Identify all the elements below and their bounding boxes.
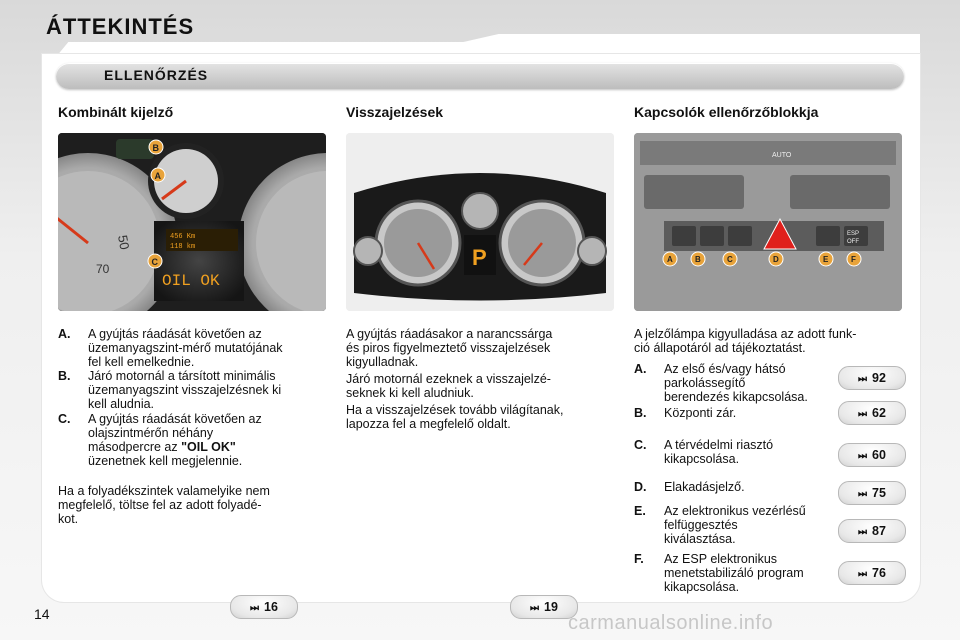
watermark: carmanualsonline.info <box>568 612 774 634</box>
text-line: parkolássegítő <box>664 376 746 390</box>
text-line: olajszintmérőn néhány <box>88 426 214 440</box>
middle-paragraph-2 <box>346 372 616 400</box>
page-ref-16-link[interactable] <box>230 595 298 619</box>
text-line: üzemanyagszint-mérő mutatójának <box>88 341 283 355</box>
skip-forward-icon: ⏭ <box>858 489 868 500</box>
oil-ok-bold: "OIL OK" <box>181 440 236 454</box>
right-item-c-text <box>664 438 773 466</box>
text-line: kigyulladnak. <box>346 355 419 369</box>
middle-paragraph-1 <box>346 327 616 369</box>
text-line: ció állapotáról ad tájékoztatást. <box>634 341 806 355</box>
combined-display-illustration <box>58 133 326 311</box>
page-ref-92-link[interactable] <box>838 366 906 390</box>
skip-forward-icon: ⏭ <box>858 409 868 420</box>
left-item-c <box>58 412 330 470</box>
combined-display-photo <box>58 133 326 311</box>
text-line: Az elektronikus vezérlésű <box>664 504 806 518</box>
switch-callout-e: E <box>823 255 829 264</box>
text-line: seknek ki kell aludniuk. <box>346 386 474 400</box>
left-note <box>58 484 330 526</box>
switch-callout-d: D <box>773 255 779 264</box>
left-item-b <box>58 369 330 413</box>
switch-block-photo <box>634 133 902 311</box>
page-ref-60-link[interactable] <box>838 443 906 467</box>
oil-ok-display: OIL OK <box>162 272 220 290</box>
page-ref-75-link[interactable] <box>838 481 906 505</box>
middle-paragraph-3 <box>346 403 616 431</box>
right-item-b-label: B. <box>634 406 647 420</box>
left-item-c-label: C. <box>58 412 71 426</box>
instrument-cluster-illustration <box>346 133 614 311</box>
callout-c: C <box>151 257 158 267</box>
text-line: kikapcsolása. <box>664 452 740 466</box>
text-line: kiválasztása. <box>664 532 736 546</box>
right-item-f-label: F. <box>634 552 644 566</box>
text-line: Elakadásjelző. <box>664 480 745 494</box>
right-item-d-label: D. <box>634 480 647 494</box>
right-item-d <box>634 480 834 496</box>
text-line: Az első és/vagy hátsó <box>664 362 786 376</box>
text-line: és piros figyelmeztető visszajelzések <box>346 341 551 355</box>
text-line: kot. <box>58 512 79 526</box>
left-item-b-label: B. <box>58 369 71 383</box>
skip-forward-icon: ⏭ <box>250 603 260 614</box>
text-line: kell aludnia. <box>88 397 155 411</box>
text-line: A térvédelmi riasztó <box>664 438 774 452</box>
left-item-a <box>58 327 330 371</box>
right-item-c-label: C. <box>634 438 647 452</box>
svg-text:70: 70 <box>96 262 110 276</box>
page-ref-number: 60 <box>872 448 886 462</box>
text-line: A gyújtás ráadását követően az <box>88 412 262 426</box>
switch-block-illustration <box>634 133 902 311</box>
skip-forward-icon: ⏭ <box>858 451 868 462</box>
right-item-e-label: E. <box>634 504 646 518</box>
warning-lights-photo <box>346 133 614 311</box>
page-ref-number: 19 <box>544 600 558 614</box>
text-line: berendezés kikapcsolása. <box>664 390 808 404</box>
auto-label: AUTO <box>772 152 792 159</box>
heading-switch-block: Kapcsolók ellenőrzőblokkja <box>634 104 819 120</box>
text-line <box>88 440 262 454</box>
right-item-a <box>634 362 834 406</box>
skip-forward-icon: ⏭ <box>858 374 868 385</box>
switch-callout-f: F <box>851 255 856 264</box>
switch-callout-c: C <box>727 255 733 264</box>
text-line: lapozza fel a megfelelő oldalt. <box>346 417 511 431</box>
svg-text:50: 50 <box>115 233 133 251</box>
text-line: kikapcsolása. <box>664 580 740 594</box>
page-number: 14 <box>34 606 50 622</box>
text-line: Járó motornál ezeknek a visszajelzé- <box>346 372 551 386</box>
callout-a: A <box>154 171 161 181</box>
callout-b: B <box>152 143 159 153</box>
switch-callout-b: B <box>695 255 701 264</box>
left-item-a-label: A. <box>58 327 71 341</box>
page-ref-76-link[interactable] <box>838 561 906 585</box>
text-line: A gyújtás ráadását követően az <box>88 327 262 341</box>
gear-indicator: P <box>472 245 487 270</box>
page-title: ÁTTEKINTÉS <box>46 14 195 39</box>
right-item-d-text <box>664 480 745 494</box>
heading-warning-lights: Visszajelzések <box>346 104 444 120</box>
page-ref-number: 62 <box>872 406 886 420</box>
heading-combined-display: Kombinált kijelző <box>58 104 174 120</box>
right-item-e-text <box>664 504 806 546</box>
page-ref-number: 87 <box>872 524 886 538</box>
text-line: A gyújtás ráadásakor a narancssárga <box>346 327 553 341</box>
page-ref-87-link[interactable] <box>838 519 906 543</box>
right-item-a-text <box>664 362 808 404</box>
page-ref-number: 76 <box>872 566 886 580</box>
section-title: ELLENŐRZÉS <box>104 67 209 83</box>
text-line: üzenetnek kell megjelennie. <box>88 454 243 468</box>
text-line: felfüggesztés <box>664 518 738 532</box>
left-item-c-text <box>88 412 262 468</box>
page-ref-number: 16 <box>264 600 278 614</box>
skip-forward-icon: ⏭ <box>858 569 868 580</box>
text-line: Központi zár. <box>664 406 737 420</box>
text-line: fel kell emelkednie. <box>88 355 195 369</box>
page-ref-number: 75 <box>872 486 886 500</box>
text-line: A jelzőlámpa kigyulladása az adott funk- <box>634 327 857 341</box>
right-item-f-text <box>664 552 804 594</box>
right-item-e <box>634 504 834 548</box>
switch-callout-a: A <box>667 255 673 264</box>
off-label: OFF <box>847 239 859 245</box>
odometer-trip: 118 km <box>170 243 196 251</box>
skip-forward-icon: ⏭ <box>530 603 540 614</box>
right-intro <box>634 327 906 355</box>
text-line: Az ESP elektronikus <box>664 552 778 566</box>
page-ref-number: 92 <box>872 371 886 385</box>
right-item-b <box>634 406 834 422</box>
left-item-b-text <box>88 369 281 411</box>
text-line: Járó motornál a társított minimális <box>88 369 276 383</box>
text-fragment: másodpercre az <box>88 440 178 454</box>
right-item-f <box>634 552 834 596</box>
text-line: Ha a visszajelzések tovább világítanak, <box>346 403 564 417</box>
right-item-a-label: A. <box>634 362 647 376</box>
right-item-b-text <box>664 406 736 420</box>
text-line: üzemanyagszint visszajelzésnek ki <box>88 383 282 397</box>
text-line: megfelelő, töltse fel az adott folyadé- <box>58 498 262 512</box>
esp-label: ESP <box>847 231 860 237</box>
text-line: menetstabilizáló program <box>664 566 804 580</box>
skip-forward-icon: ⏭ <box>858 527 868 538</box>
left-item-a-text <box>88 327 283 369</box>
right-item-c <box>634 438 834 468</box>
text-line: Ha a folyadékszintek valamelyike nem <box>58 484 270 498</box>
page-ref-62-link[interactable] <box>838 401 906 425</box>
odometer-total: 456 Km <box>170 233 196 241</box>
